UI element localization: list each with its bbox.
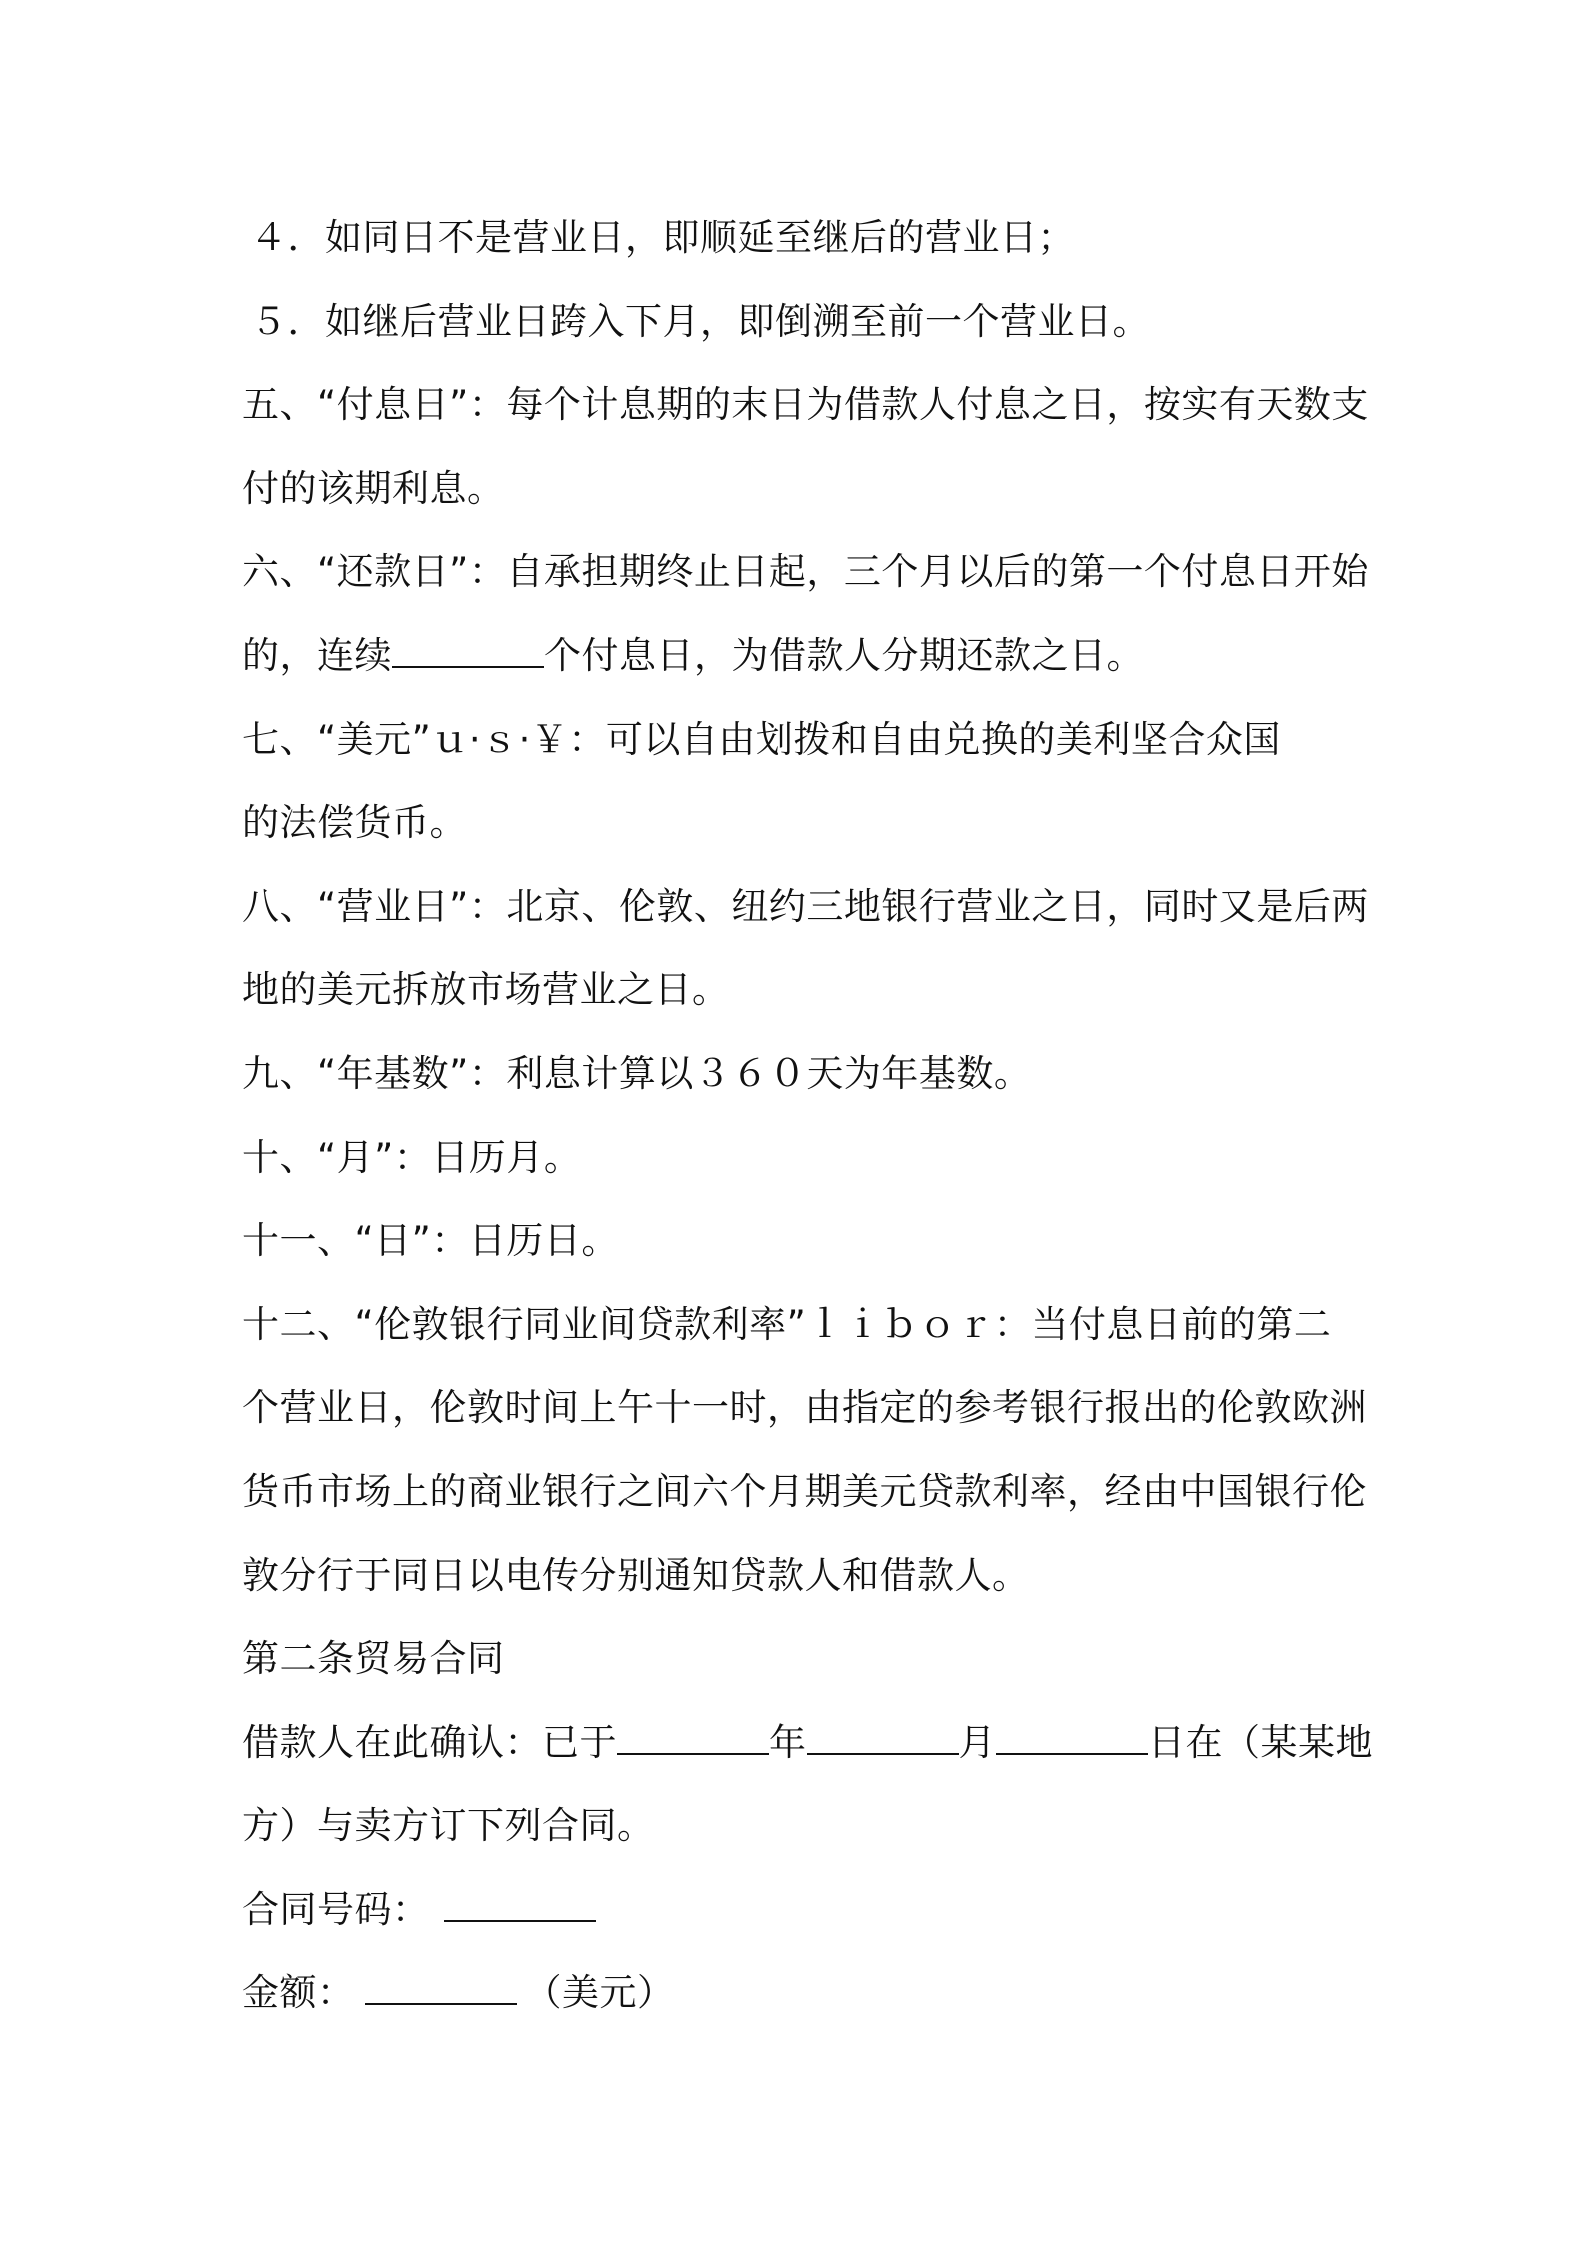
definition-us-dollar-cont: 的法偿货币。 bbox=[242, 801, 467, 845]
amount-blank bbox=[365, 1973, 517, 2005]
day-location-label: 日在（某某地 bbox=[1148, 1720, 1373, 1764]
definition-interest-payment-date-cont: 付的该期利息。 bbox=[242, 466, 505, 510]
clause-5-line: ５．如继后营业日跨入下月，即倒溯至前一个营业日。 bbox=[250, 299, 1150, 343]
clause-4-line: ４．如同日不是营业日，即顺延至继后的营业日； bbox=[250, 216, 1075, 259]
article-2-heading: 第二条贸易合同 bbox=[242, 1637, 505, 1681]
contract-number-blank bbox=[444, 1890, 596, 1922]
contract-number-label: 合同号码： bbox=[242, 1887, 430, 1931]
document-body bbox=[242, 196, 1373, 2035]
definition-repayment-date-cont bbox=[242, 614, 1354, 698]
installment-count-blank bbox=[392, 636, 544, 668]
repayment-text-suffix: 个付息日，为借款人分期还款之日。 bbox=[544, 633, 1144, 677]
month-blank bbox=[807, 1723, 959, 1755]
definition-month: 十、“月”：日历月。 bbox=[242, 1135, 582, 1179]
repayment-text-prefix: 的，连续 bbox=[242, 633, 392, 677]
definition-business-day-cont: 地的美元拆放市场营业之日。 bbox=[242, 968, 730, 1012]
definition-libor-cont-2: 货币市场上的商业银行之间六个月期美元贷款利率，经由中国银行伦 bbox=[242, 1469, 1367, 1513]
year-label: 年 bbox=[769, 1720, 807, 1764]
definition-interest-payment-date: 五、“付息日”：每个计息期的末日为借款人付息之日，按实有天数支 bbox=[242, 383, 1369, 427]
definition-libor-cont-1: 个营业日，伦敦时间上午十一时，由指定的参考银行报出的伦敦欧洲 bbox=[242, 1386, 1367, 1430]
trade-contract-confirmation-cont: 方）与卖方订下列合同。 bbox=[242, 1804, 655, 1848]
month-label: 月 bbox=[958, 1720, 996, 1764]
trade-contract-confirmation bbox=[242, 1701, 1373, 1785]
amount-label: 金额： bbox=[242, 1971, 355, 2015]
definition-us-dollar: 七、“美元”ｕ·ｓ·￥：可以自由划拨和自由兑换的美利坚合众国 bbox=[242, 717, 1281, 761]
contract-number-line bbox=[242, 1868, 1354, 1952]
amount-currency: （美元） bbox=[524, 1971, 675, 2015]
definition-libor: 十二、“伦敦银行同业间贷款利率”ｌｉｂｏｒ：当付息日前的第二 bbox=[242, 1302, 1332, 1346]
definition-repayment-date: 六、“还款日”：自承担期终止日起，三个月以后的第一个付息日开始 bbox=[242, 550, 1369, 594]
definition-day: 十一、“日”：日历日。 bbox=[242, 1219, 619, 1263]
amount-line bbox=[242, 1951, 1354, 2035]
day-blank bbox=[996, 1723, 1148, 1755]
year-blank bbox=[617, 1723, 769, 1755]
definition-business-day: 八、“营业日”：北京、伦敦、纽约三地银行营业之日，同时又是后两 bbox=[242, 884, 1369, 928]
definition-libor-cont-3: 敦分行于同日以电传分别通知贷款人和借款人。 bbox=[242, 1553, 1030, 1597]
definition-year-basis: 九、“年基数”：利息计算以３６０天为年基数。 bbox=[242, 1051, 1032, 1095]
confirmation-prefix: 借款人在此确认：已于 bbox=[242, 1720, 617, 1764]
